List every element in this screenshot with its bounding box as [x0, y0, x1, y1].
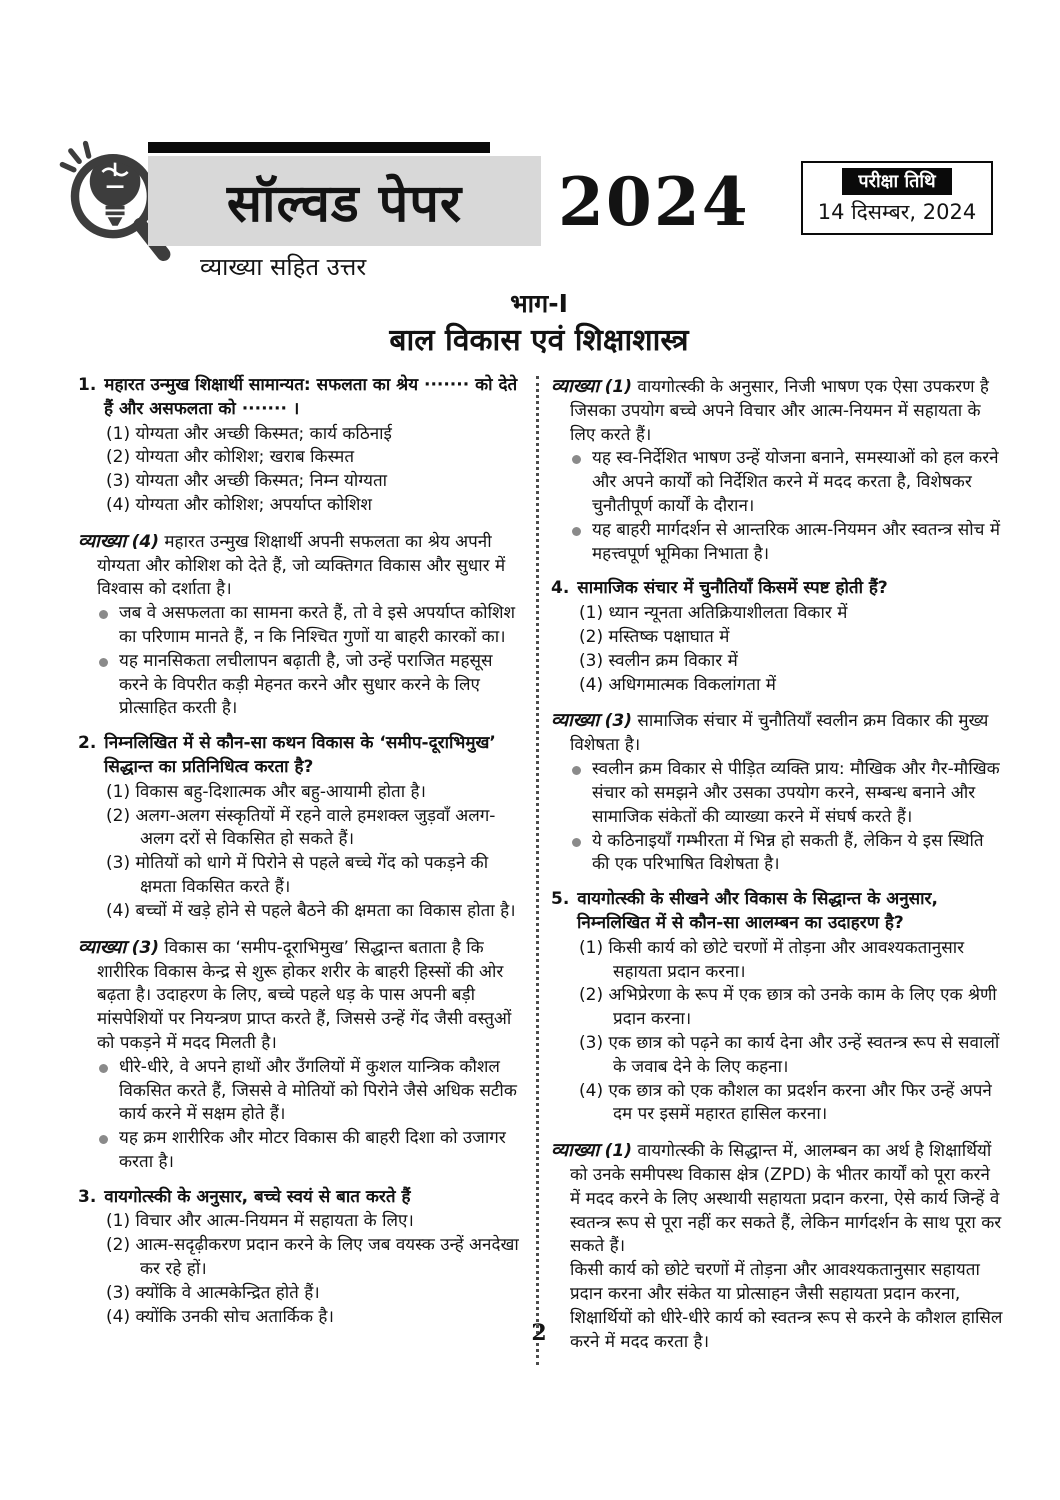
- explanation-3-answer: (1): [604, 377, 632, 397]
- explanation-3: [551, 374, 1003, 566]
- explanation-5-answer: (1): [604, 1141, 632, 1162]
- explanation-4-bullet-1: स्वलीन क्रम विकार से पीड़ित व्यक्ति प्राय: मौखिक और गैर-मौखिक संचार को समझने और उसका उपयोग करने, सम्बन्ध बनाने और सामाजिक संकेतों की व्याख्या करने में संघर्ष करते हैं।: [551, 758, 1003, 829]
- explanation-5-label: व्याख्या: [551, 1140, 600, 1162]
- paper-year: 2024: [558, 163, 750, 241]
- question-3-text: वायगोत्स्की के अनुसार, बच्चे स्वयं से बात करते हैं: [104, 1186, 411, 1207]
- question-5-option-2: (2) अभिप्रेरणा के रूप में एक छात्र को उनके काम के लिए एक श्रेणी प्रदान करना।: [579, 985, 997, 1030]
- series-title: सॉल्वड पेपर: [226, 173, 463, 234]
- question-5-option-3: (3) एक छात्र को पढ़ने का कार्य देना और उन्हें स्वतन्त्र रूप से सवालों के जवाब देने के लिए कहना।: [579, 1032, 1000, 1077]
- question-1-option-2: (2) योग्यता और कोशिश; खराब किस्मत: [106, 447, 355, 468]
- question-4-option-4: (4) अधिगमात्मक विकलांगता में: [579, 674, 776, 695]
- left-column: [78, 374, 525, 1365]
- explanation-3-text: वायगोत्स्की के अनुसार, निजी भाषण एक ऐसा उपकरण है जिसका उपयोग बच्चे अपने विचार और आत्म-नियमन में सहायता के लिए करते हैं।: [570, 377, 989, 445]
- section-title: बाल विकास एवं शिक्षाशास्त्र: [389, 323, 689, 358]
- question-4-option-3: (3) स्वलीन क्रम विकार में: [579, 650, 738, 671]
- part-heading: भाग-I: [510, 289, 568, 318]
- explanation-4: [551, 708, 1003, 877]
- question-2-text: निम्नलिखित में से कौन-सा कथन विकास के ‘समीप-दूराभिमुख’ सिद्धान्त का प्रतिनिधित्व करता है?: [104, 733, 496, 778]
- question-5-option-4: (4) एक छात्र को एक कौशल का प्रदर्शन करना और फिर उन्हें अपने दम पर इसमें महारत हासिल करना।: [579, 1080, 992, 1125]
- explanation-4-label: व्याख्या: [551, 710, 600, 732]
- question-4-text: सामाजिक संचार में चुनौतियाँ किसमें स्पष्ट होती हैं?: [577, 578, 888, 599]
- question-4-option-1: (1) ध्यान न्यूनता अतिक्रियाशीलता विकार में: [579, 603, 848, 624]
- question-2-option-3: (3) मोतियों को धागे में पिरोने से पहले बच्चे गेंद को पकड़ने की क्षमता विकसित करते हैं।: [106, 853, 489, 898]
- question-5: [551, 888, 1003, 1127]
- exam-date-box: [801, 161, 993, 235]
- question-2-option-4: (4) बच्चों में खड़े होने से पहले बैठने की क्षमता का विकास होता है।: [106, 900, 516, 921]
- explanation-2-bullet-2: यह क्रम शारीरिक और मोटर विकास की बाहरी दिशा को उजागर करता है।: [78, 1127, 525, 1175]
- explanation-3-bullet-2: यह बाहरी मार्गदर्शन से आन्तरिक आत्म-नियमन और स्वतन्त्र सोच में महत्त्वपूर्ण भूमिका निभाता है।: [551, 519, 1003, 567]
- question-1-text: महारत उन्मुख शिक्षार्थी सामान्यत: सफलता का श्रेय ······· को देते हैं और असफलता को ······· ।: [104, 375, 518, 419]
- question-3-line: [78, 1186, 525, 1210]
- question-1-option-4: (4) योग्यता और कोशिश; अपर्याप्त कोशिश: [106, 494, 372, 515]
- question-5-option-1: (1) किसी कार्य को छोटे चरणों में तोड़ना और आवश्यकतानुसार सहायता प्रदान करना।: [579, 937, 965, 982]
- question-2-option-1: (1) विकास बहु-दिशात्मक और बहु-आयामी होता है।: [106, 781, 426, 802]
- question-5-line: [551, 888, 1003, 936]
- title-top-bar: [148, 142, 490, 153]
- question-4: [551, 577, 1003, 697]
- question-3-option-2: (2) आत्म-सदृढ़ीकरण प्रदान करने के लिए जब वयस्क उन्हें अनदेखा कर रहे हों।: [106, 1235, 519, 1280]
- explanation-1-bullet-1: जब वे असफलता का सामना करते हैं, तो वे इसे अपर्याप्त कोशिश का परिणाम मानते हैं, न कि निश्चित गुणों या बाहरी कारकों का।: [78, 602, 525, 650]
- question-3-option-3: (3) क्योंकि वे आत्मकेन्द्रित होते हैं।: [106, 1282, 320, 1303]
- explanation-1-label: व्याख्या: [78, 530, 127, 552]
- question-3: [78, 1186, 525, 1330]
- explanation-2: [78, 935, 525, 1175]
- question-5-text: वायगोत्स्की के सीखने और विकास के सिद्धान्त के अनुसार, निम्नलिखित में से कौन-सा आलम्बन का उदाहरण है?: [577, 889, 938, 933]
- explanation-4-bullet-2: ये कठिनाइयाँ गम्भीरता में भिन्न हो सकती हैं, लेकिन ये इस स्थिति की एक परिभाषित विशेषता है।: [551, 830, 1003, 878]
- explanation-4-text: सामाजिक संचार में चुनौतियाँ स्वलीन क्रम विकार की मुख्य विशेषता है।: [570, 711, 989, 756]
- question-2-number: 2.: [78, 733, 97, 754]
- question-4-option-2: (2) मस्तिष्क पक्षाघात में: [579, 627, 730, 648]
- question-3-option-1: (1) विचार और आत्म-नियमन में सहायता के लिए।: [106, 1211, 414, 1232]
- exam-date-value: 14 दिसम्बर, 2024: [817, 200, 977, 225]
- series-title-box: [148, 156, 541, 246]
- explanation-1-text: महारत उन्मुख शिक्षार्थी अपनी सफलता का श्रेय अपनी योग्यता और कोशिश को देते हैं, जो व्यक्तिगत विकास और सुधार में विश्वास को दर्शाता है।: [97, 531, 506, 600]
- question-3-option-4: (4) क्योंकि उनकी सोच अतार्किक है।: [106, 1306, 334, 1327]
- explanation-2-answer: (3): [131, 937, 159, 958]
- explanation-1-bullet-2: यह मानसिकता लचीलापन बढ़ाती है, जो उन्हें पराजित महसूस करने के विपरीत कड़ी मेहनत करने और सुधार करने के लिए प्रोत्साहित करती है।: [78, 650, 525, 721]
- explanation-2-text: विकास का ‘समीप-दूराभिमुख’ सिद्धान्त बताता है कि शारीरिक विकास केन्द्र से शुरू होकर शरीर के बाहरी हिस्सों की ओर बढ़ता है। उदाहरण के लिए, बच्चे पहले धड़ के पास अपनी बड़ी मांसपेशियों पर नियन्त्रण प्राप्त करते हैं, जिससे उन्हें गेंद जैसी वस्तुओं को पकड़ने में मदद मिलती है।: [97, 937, 512, 1053]
- question-1-line: [78, 374, 525, 422]
- question-2-option-2: (2) अलग-अलग संस्कृतियों में रहने वाले हमशक्ल जुड़वाँ अलग-अलग दरों से विकसित हो सकते हैं।: [106, 805, 496, 850]
- question-4-number: 4.: [551, 578, 570, 599]
- question-paper-body: [78, 374, 1003, 1365]
- question-5-number: 5.: [551, 889, 570, 910]
- question-4-line: [551, 577, 1003, 601]
- explanation-2-bullet-1: धीरे-धीरे, वे अपने हाथों और उँगलियों में कुशल यान्त्रिक कौशल विकसित करते हैं, जिससे वे मोतियों को पिरोने जैसे अधिक सटीक कार्य करने में सक्षम होते हैं।: [78, 1056, 525, 1127]
- explanation-1: [78, 529, 525, 721]
- exam-date-label: परीक्षा तिथि: [842, 168, 951, 195]
- explanation-3-label: व्याख्या: [551, 376, 600, 397]
- explanation-1-answer: (4): [131, 531, 159, 552]
- question-2: [78, 732, 525, 923]
- question-1-option-3: (3) योग्यता और अच्छी किस्मत; निम्न योग्यता: [106, 471, 388, 492]
- page-number: 2: [531, 1320, 547, 1346]
- right-column: [551, 374, 1003, 1365]
- question-1: [78, 374, 525, 518]
- explanation-5-text: वायगोत्स्की के सिद्धान्त में, आलम्बन का अर्थ है शिक्षार्थियों को उनके समीपस्थ विकास क्षेत्र (ZPD) के भीतर कार्यों को पूरा करने में मदद करने के लिए अस्थायी सहायता प्रदान करना, ऐसे कार्य जिन्हें वे स्वतन्त्र रूप से पूरा नहीं कर सकते हैं, लेकिन मार्गदर्शन के साथ पूरा कर सकते हैं।: [570, 1141, 1002, 1257]
- explanation-3-bullet-1: यह स्व-निर्देशित भाषण उन्हें योजना बनाने, समस्याओं को हल करने और अपने कार्यों को निर्देशित करने में मदद करता है, विशेषकर चुनौतीपूर्ण कार्यों के दौरान।: [551, 447, 1003, 518]
- explanation-5-paragraph-2: किसी कार्य को छोटे चरणों में तोड़ना और आवश्यकतानुसार सहायता प्रदान करना और संकेत या प्रोत्साहन जैसी सहायता प्रदान करना, शिक्षार्थियों को धीरे-धीरे कार्य को स्वतन्त्र रूप से करने के कौशल हासिल करने में मदद करता है।: [570, 1260, 1003, 1352]
- column-divider: [536, 376, 539, 1365]
- explanation-2-label: व्याख्या: [78, 936, 127, 958]
- question-1-option-1: (1) योग्यता और अच्छी किस्मत; कार्य कठिनाई: [106, 423, 392, 444]
- question-1-number: 1.: [78, 375, 97, 395]
- explanation-4-answer: (3): [604, 711, 632, 732]
- question-3-number: 3.: [78, 1186, 97, 1207]
- series-subtitle: व्याख्या सहित उत्तर: [200, 253, 367, 281]
- question-2-line: [78, 732, 525, 780]
